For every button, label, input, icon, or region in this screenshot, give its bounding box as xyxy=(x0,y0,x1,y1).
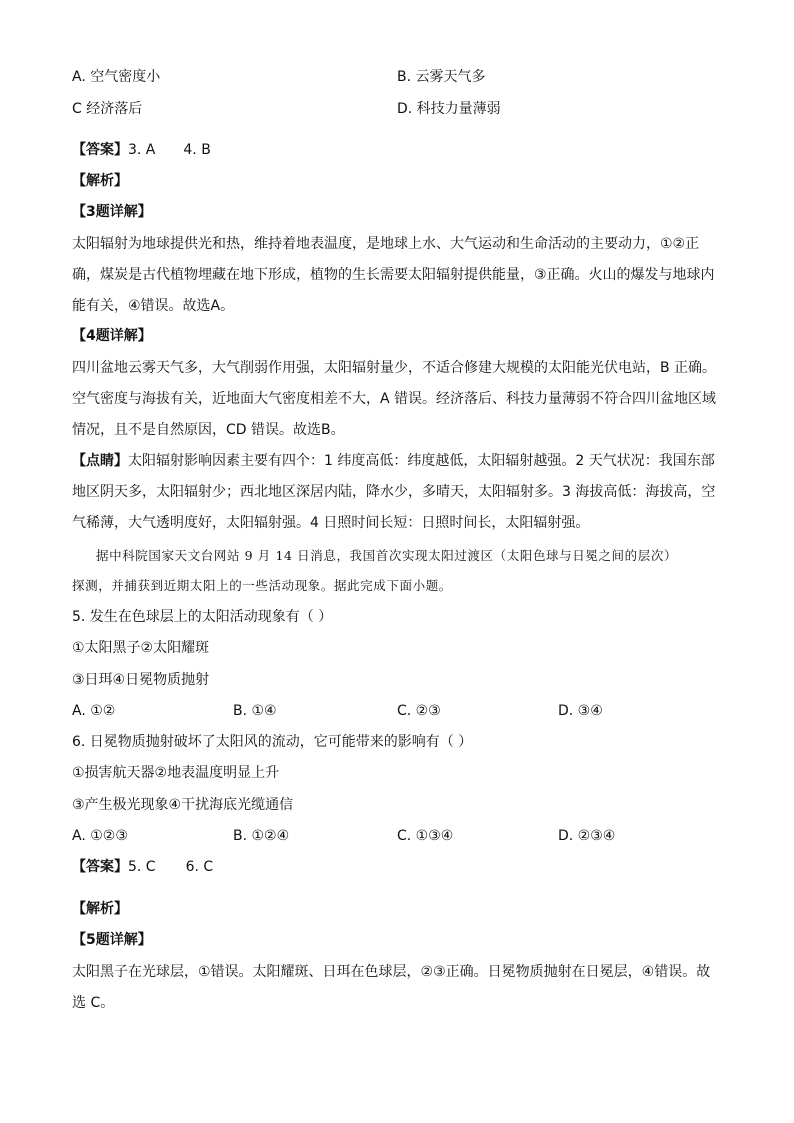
intro-line-2: 探测，并捕获到近期太阳上的一些活动现象。据此完成下面小题。 xyxy=(72,578,452,593)
q5-option-b: B. ①④ xyxy=(233,703,277,719)
q6-option-a: A. ①②③ xyxy=(72,828,128,844)
q6-option-d: D. ②③④ xyxy=(558,828,616,844)
answer-row-2 xyxy=(72,857,213,877)
q6-option-b: B. ①②④ xyxy=(233,828,290,844)
tip-label: 【点睛】 xyxy=(72,453,128,469)
option-a: A. 空气密度小 xyxy=(72,69,161,85)
intro-line-1: 据中科院国家天文台网站 9 月 14 日消息，我国首次实现太阳过渡区（太阳色球与日冕之间的层次） xyxy=(96,548,678,563)
answer-q4: 4. B xyxy=(183,142,211,158)
q6-items-2: ③产生极光现象④干扰海底光缆通信 xyxy=(72,797,294,813)
q5-items-2: ③日珥④日冕物质抛射 xyxy=(72,672,210,688)
answer-q6: 6. C xyxy=(185,859,214,875)
tip-paragraph xyxy=(72,446,722,539)
option-b: B. 云雾天气多 xyxy=(397,69,486,85)
q3-detail-heading: 【3题详解】 xyxy=(72,204,152,220)
q6-stem: 6. 日冕物质抛射破坏了太阳风的流动，它可能带来的影响有（ ） xyxy=(72,734,473,750)
answer-row-1 xyxy=(72,140,211,160)
q5-option-d: D. ③④ xyxy=(558,703,603,719)
q4-detail-heading: 【4题详解】 xyxy=(72,328,152,344)
answer-q5: 5. C xyxy=(128,859,156,875)
q5-option-a: A. ①② xyxy=(72,703,116,719)
analysis-label-2: 【解析】 xyxy=(72,901,128,917)
analysis-label-1: 【解析】 xyxy=(72,173,128,189)
q5-items-1: ①太阳黑子②太阳耀斑 xyxy=(72,640,210,656)
answer-q3: 3. A xyxy=(128,142,156,158)
q5-stem: 5. 发生在色球层上的太阳活动现象有（ ） xyxy=(72,609,333,625)
q6-option-c: C. ①③④ xyxy=(397,828,454,844)
answer-label: 【答案】 xyxy=(72,142,128,158)
q6-items-1: ①损害航天器②地表温度明显上升 xyxy=(72,765,280,781)
q5-option-c: C. ②③ xyxy=(397,703,441,719)
q3-detail-text: 太阳辐射为地球提供光和热，维持着地表温度，是地球上水、大气运动和生命活动的主要动力，①②正确，煤炭是古代植物埋藏在地下形成，植物的生长需要太阳辐射提供能量，③正确。火山的爆发与地球内能有关，④错误。故选A。 xyxy=(72,236,715,314)
answer-label: 【答案】 xyxy=(72,859,128,875)
option-c: C 经济落后 xyxy=(72,101,143,117)
tip-text: 太阳辐射影响因素主要有四个：1 纬度高低：纬度越低，太阳辐射越强。2 天气状况：我国东部地区阴天多，太阳辐射少；西北地区深居内陆，降水少，多晴天，太阳辐射多。3 海拔高低：海拔高，空气稀薄，大气透明度好，太阳辐射强。4 日照时间长短：日照时间长，太阳辐射强。 xyxy=(72,453,716,531)
q5-detail-text: 太阳黑子在光球层，①错误。太阳耀斑、日珥在色球层，②③正确。日冕物质抛射在日冕层，④错误。故选 C。 xyxy=(72,964,711,1011)
q5-detail-heading: 【5题详解】 xyxy=(72,932,152,948)
q4-detail-text: 四川盆地云雾天气多，大气削弱作用强，太阳辐射量少，不适合修建大规模的太阳能光伏电站，B 正确。空气密度与海拔有关，近地面大气密度相差不大，A 错误。经济落后、科技力量薄弱不符合四川盆地区域情况，且不是自然原因，CD 错误。故选B。 xyxy=(72,360,717,438)
option-d: D. 科技力量薄弱 xyxy=(397,101,501,117)
